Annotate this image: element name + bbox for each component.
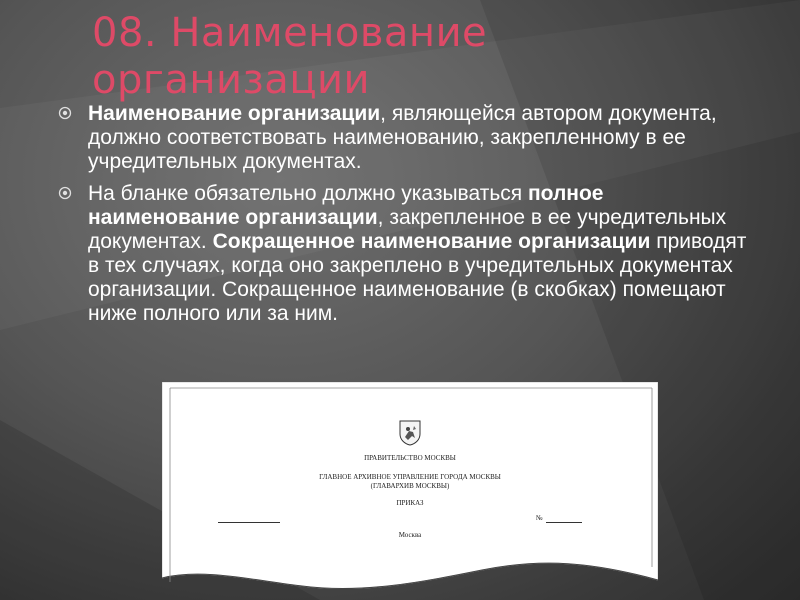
doc-date-line	[218, 522, 280, 523]
doc-number-line	[546, 522, 582, 523]
bullet-text	[88, 102, 717, 173]
doc-organization-full: ГЛАВНОЕ АРХИВНОЕ УПРАВЛЕНИЕ ГОРОДА МОСКВЫ	[319, 473, 501, 481]
bullet-item	[58, 102, 758, 174]
bullet-segment: приводят в тех случаях, когда оно закреплено в учредительных документах организации. Сокращенное наименование (в скобках) помещают ниже полного или за ним.	[88, 230, 747, 325]
bullet-bold-segment: Наименование организации	[88, 102, 381, 125]
circle-bullet-icon	[58, 106, 72, 120]
bullet-bold-segment: полное наименование организации	[88, 182, 604, 229]
document-paper	[162, 382, 658, 600]
moscow-coat-of-arms-icon	[399, 420, 421, 446]
bullet-list	[58, 102, 758, 334]
bullet-segment: , являющейся автором документа, должно соответствовать наименованию, закрепленному в ее учредительных документах.	[88, 102, 717, 173]
bullet-text	[88, 182, 746, 325]
doc-organization-short: (ГЛАВАРХИВ МОСКВЫ)	[370, 482, 450, 490]
bullet-item	[58, 182, 758, 326]
slide-title: 08. Наименование организации	[92, 10, 488, 103]
doc-type: ПРИКАЗ	[396, 499, 424, 507]
doc-number-label: №	[536, 514, 543, 522]
bullet-bold-segment: Сокращенное наименование организации	[212, 230, 651, 253]
document-form-image	[162, 382, 658, 600]
circle-bullet-icon	[58, 186, 72, 200]
bullet-segment: , закрепленное в ее учредительных документах.	[88, 206, 727, 253]
bullet-segment: На бланке обязательно должно указываться	[88, 182, 528, 205]
doc-city: Москва	[398, 531, 422, 539]
doc-government: ПРАВИТЕЛЬСТВО МОСКВЫ	[364, 454, 456, 462]
